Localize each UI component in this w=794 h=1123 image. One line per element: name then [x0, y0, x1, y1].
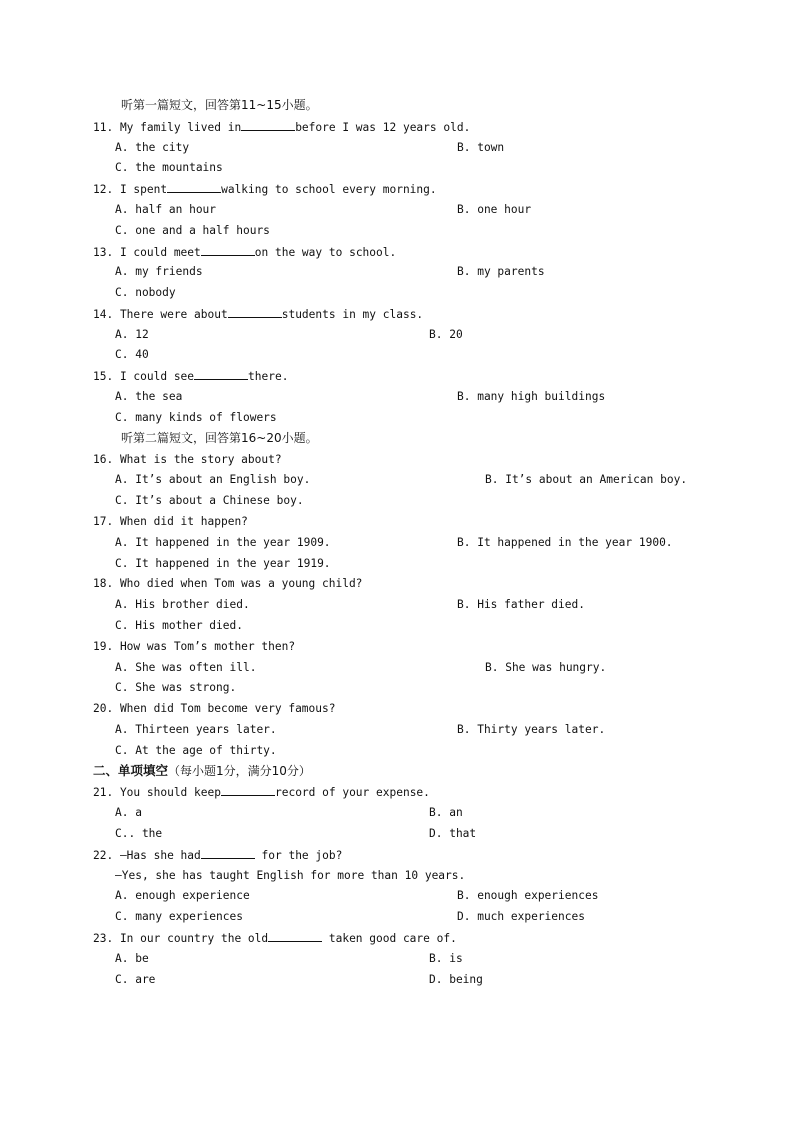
question-11: 11. My family lived in before I was 12 years old. — [93, 121, 471, 134]
q17-option-b[interactable]: B. It happened in the year 1900. — [457, 536, 673, 549]
answer-blank — [167, 182, 221, 193]
q18-option-c[interactable]: C. His mother died. — [115, 619, 243, 632]
q14-option-a[interactable]: A. 12 — [115, 328, 149, 341]
q20-option-a[interactable]: A. Thirteen years later. — [115, 723, 277, 736]
answer-blank — [201, 245, 255, 256]
question-17: 17. When did it happen? — [93, 515, 248, 528]
q20-option-c[interactable]: C. At the age of thirty. — [115, 744, 277, 757]
listening-passage-1-instruction: 听第一篇短文，回答第11~15小题。 — [121, 98, 318, 112]
q18-option-a[interactable]: A. His brother died. — [115, 598, 250, 611]
question-13: 13. I could meet on the way to school. — [93, 246, 397, 259]
q13-option-c[interactable]: C. nobody — [115, 286, 176, 299]
q22-option-b[interactable]: B. enough experiences — [457, 889, 599, 902]
q22-option-d[interactable]: D. much experiences — [457, 910, 585, 923]
q12-option-a[interactable]: A. half an hour — [115, 203, 217, 216]
q23-option-c[interactable]: C. are — [115, 973, 156, 986]
answer-blank — [268, 931, 322, 942]
q11-option-b[interactable]: B. town — [457, 141, 505, 154]
question-18: 18. Who died when Tom was a young child? — [93, 577, 363, 590]
question-19: 19. How was Tom’s mother then? — [93, 640, 296, 653]
q16-option-c[interactable]: C. It’s about a Chinese boy. — [115, 494, 304, 507]
q23-option-d[interactable]: D. being — [429, 973, 483, 986]
q21-option-a[interactable]: A. a — [115, 806, 142, 819]
question-22: 22. —Has she had for the job? — [93, 849, 343, 862]
q16-option-a[interactable]: A. It’s about an English boy. — [115, 473, 311, 486]
q23-option-a[interactable]: A. be — [115, 952, 149, 965]
q13-option-a[interactable]: A. my friends — [115, 265, 203, 278]
q12-option-b[interactable]: B. one hour — [457, 203, 532, 216]
answer-blank — [201, 848, 255, 859]
q17-option-c[interactable]: C. It happened in the year 1919. — [115, 557, 331, 570]
answer-blank — [241, 120, 295, 131]
q16-option-b[interactable]: B. It’s about an American boy. — [485, 473, 688, 486]
q18-option-b[interactable]: B. His father died. — [457, 598, 585, 611]
q15-option-c[interactable]: C. many kinds of flowers — [115, 411, 277, 424]
q22-option-c[interactable]: C. many experiences — [115, 910, 243, 923]
q15-option-b[interactable]: B. many high buildings — [457, 390, 606, 403]
q19-option-c[interactable]: C. She was strong. — [115, 681, 237, 694]
q21-option-c[interactable]: C.. the — [115, 827, 163, 840]
q17-option-a[interactable]: A. It happened in the year 1909. — [115, 536, 331, 549]
q14-option-b[interactable]: B. 20 — [429, 328, 463, 341]
q15-option-a[interactable]: A. the sea — [115, 390, 183, 403]
question-14: 14. There were about students in my class. — [93, 308, 424, 321]
q11-option-a[interactable]: A. the city — [115, 141, 190, 154]
q12-option-c[interactable]: C. one and a half hours — [115, 224, 270, 237]
question-12: 12. I spent walking to school every morning. — [93, 183, 437, 196]
answer-blank — [228, 307, 282, 318]
q13-option-b[interactable]: B. my parents — [457, 265, 545, 278]
q14-option-c[interactable]: C. 40 — [115, 348, 149, 361]
question-21: 21. You should keep record of your expense. — [93, 786, 430, 799]
listening-passage-2-instruction: 听第二篇短文，回答第16~20小题。 — [121, 431, 318, 445]
question-15: 15. I could see there. — [93, 370, 289, 383]
q20-option-b[interactable]: B. Thirty years later. — [457, 723, 606, 736]
question-16: 16. What is the story about? — [93, 453, 282, 466]
q22-option-a[interactable]: A. enough experience — [115, 889, 250, 902]
part-2-scoring-note: （每小题1分，满分10分） — [168, 764, 311, 778]
q11-option-c[interactable]: C. the mountains — [115, 161, 223, 174]
q19-option-a[interactable]: A. She was often ill. — [115, 661, 257, 674]
question-20: 20. When did Tom become very famous? — [93, 702, 336, 715]
q21-option-d[interactable]: D. that — [429, 827, 477, 840]
part-2-heading: 二、单项填空（每小题1分，满分10分） — [93, 763, 311, 778]
answer-blank — [194, 369, 248, 380]
q21-option-b[interactable]: B. an — [429, 806, 463, 819]
question-22-dialogue-reply: —Yes, she has taught English for more than 10 years. — [115, 869, 466, 882]
question-23: 23. In our country the old taken good care of. — [93, 932, 457, 945]
q19-option-b[interactable]: B. She was hungry. — [485, 661, 607, 674]
q23-option-b[interactable]: B. is — [429, 952, 463, 965]
answer-blank — [221, 785, 275, 796]
